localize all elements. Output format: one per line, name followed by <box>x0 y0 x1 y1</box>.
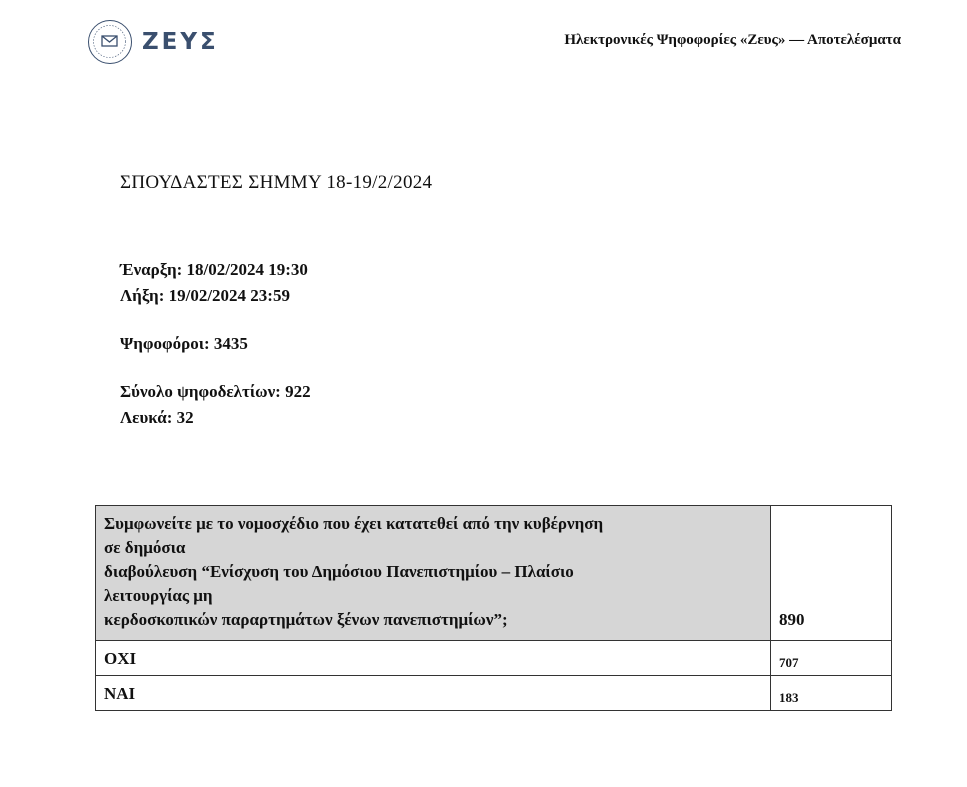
blank-ballots: Λευκά: 32 <box>120 408 194 427</box>
question-total: 890 <box>771 506 892 641</box>
table-row <box>96 676 892 711</box>
question-text <box>96 506 771 641</box>
question-row <box>96 506 892 641</box>
end-time: Λήξη: 19/02/2024 23:59 <box>120 286 290 305</box>
start-time: Έναρξη: 18/02/2024 19:30 <box>120 260 308 279</box>
ballots-info <box>120 379 311 431</box>
question-line: σε δημόσια <box>104 538 186 557</box>
option-count: 183 <box>771 676 892 711</box>
question-line: διαβούλευση “Ενίσχυση του Δημόσιου Πανεπιστημίου – Πλαίσιο <box>104 562 574 581</box>
question-line: Συμφωνείτε με το νομοσχέδιο που έχει κατατεθεί από την κυβέρνηση <box>104 514 604 533</box>
header-title: Ηλεκτρονικές Ψηφοφορίες «Ζευς» — Αποτελέσματα <box>564 32 901 48</box>
voters-count: Ψηφοφόροι: 3435 <box>120 334 248 353</box>
option-label: ΟΧΙ <box>96 641 771 676</box>
brand-logo <box>88 20 219 64</box>
results-table <box>95 505 892 711</box>
election-period <box>120 257 308 309</box>
voters-info <box>120 331 248 357</box>
table-row <box>96 641 892 676</box>
total-ballots: Σύνολο ψηφοδελτίων: 922 <box>120 382 311 401</box>
question-line: κερδοσκοπικών παραρτημάτων ξένων πανεπιστημίων”; <box>104 610 508 629</box>
envelope-seal-icon <box>88 20 132 64</box>
brand-name: ΖΕΥΣ <box>142 29 219 55</box>
option-label: ΝΑΙ <box>96 676 771 711</box>
option-count: 707 <box>771 641 892 676</box>
question-line: λειτουργίας μη <box>104 586 213 605</box>
election-title: ΣΠΟΥΔΑΣΤΕΣ ΣΗΜΜΥ 18-19/2/2024 <box>120 172 433 193</box>
